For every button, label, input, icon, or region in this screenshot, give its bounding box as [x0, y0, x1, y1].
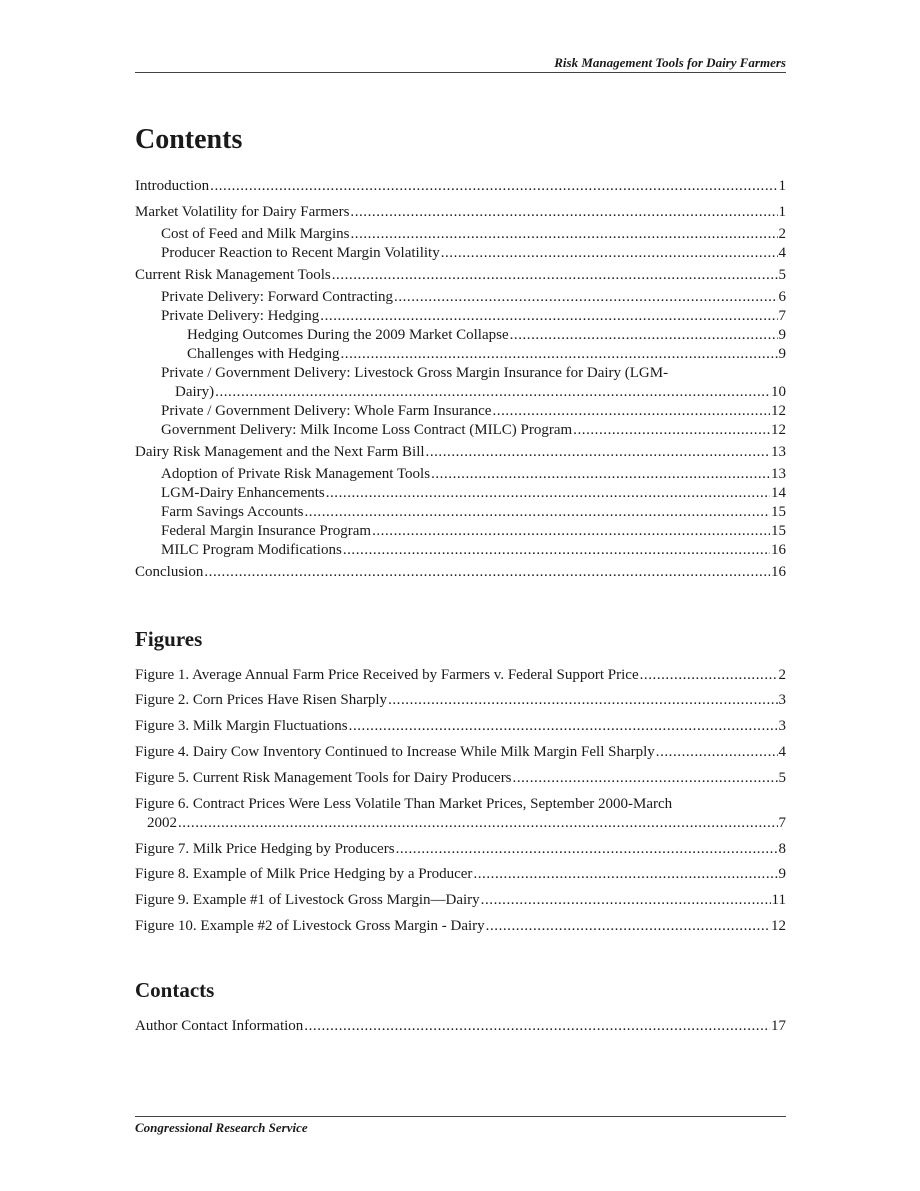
- figure-entry[interactable]: Figure 5. Current Risk Management Tools for Dairy Producers . . . 5: [135, 769, 786, 787]
- figures-heading: Figures: [135, 627, 203, 651]
- toc-entry[interactable]: Hedging Outcomes During the 2009 Market Collapse . . . 9: [135, 326, 786, 344]
- toc-entry-line1[interactable]: Private / Government Delivery: Livestock Gross Margin Insurance for Dairy (LGM-: [161, 365, 669, 381]
- toc-entry[interactable]: Private / Government Delivery: Whole Farm Insurance . . . 12: [135, 402, 786, 420]
- toc-entry[interactable]: MILC Program Modifications . . . 16: [135, 541, 786, 559]
- figure-entry[interactable]: Figure 8. Example of Milk Price Hedging by a Producer . . . 9: [135, 865, 786, 883]
- figure-entry-line1[interactable]: Figure 6. Contract Prices Were Less Volatile Than Market Prices, September 2000-March: [135, 796, 673, 812]
- contents-heading: Contents: [135, 124, 243, 155]
- toc-entry[interactable]: Current Risk Management Tools . . . 5: [135, 266, 786, 284]
- figure-entry[interactable]: Figure 7. Milk Price Hedging by Producers . . . 8: [135, 840, 786, 858]
- figure-entry[interactable]: Figure 9. Example #1 of Livestock Gross Margin—Dairy . . . 11: [135, 891, 786, 909]
- header-divider: [135, 72, 786, 73]
- toc-entry[interactable]: Private Delivery: Forward Contracting . . . 6: [135, 288, 786, 306]
- toc-entry[interactable]: Farm Savings Accounts . . . 15: [135, 503, 786, 521]
- toc-entry[interactable]: Federal Margin Insurance Program . . . 15: [135, 522, 786, 540]
- figure-entry[interactable]: Figure 2. Corn Prices Have Risen Sharply . . . 3: [135, 691, 786, 709]
- toc-entry[interactable]: Conclusion . . . 16: [135, 563, 786, 581]
- toc-entry[interactable]: LGM-Dairy Enhancements . . . 14: [135, 484, 786, 502]
- toc-entry[interactable]: Cost of Feed and Milk Margins . . . 2: [135, 225, 786, 243]
- toc-entry[interactable]: Challenges with Hedging . . . 9: [135, 345, 786, 363]
- figure-entry[interactable]: Figure 4. Dairy Cow Inventory Continued to Increase While Milk Margin Fell Sharply . . . 4: [135, 743, 786, 761]
- toc-entry[interactable]: Private Delivery: Hedging . . . 7: [135, 307, 786, 325]
- toc-entry[interactable]: Dairy) . . . 10: [135, 383, 786, 401]
- contacts-heading: Contacts: [135, 978, 215, 1002]
- figure-entry[interactable]: Figure 3. Milk Margin Fluctuations . . . 3: [135, 717, 786, 735]
- toc-entry[interactable]: Producer Reaction to Recent Margin Volatility . . . 4: [135, 244, 786, 262]
- toc-entry[interactable]: Market Volatility for Dairy Farmers . . . 1: [135, 203, 786, 221]
- footer-divider: [135, 1116, 786, 1117]
- running-footer: Congressional Research Service: [135, 1120, 308, 1135]
- running-header: Risk Management Tools for Dairy Farmers: [554, 55, 786, 70]
- toc-entry[interactable]: Government Delivery: Milk Income Loss Contract (MILC) Program . . . 12: [135, 421, 786, 439]
- toc-entry[interactable]: Adoption of Private Risk Management Tools . . . 13: [135, 465, 786, 483]
- toc-entry[interactable]: Dairy Risk Management and the Next Farm Bill . . . 13: [135, 443, 786, 461]
- toc-entry[interactable]: Introduction . . . 1: [135, 177, 786, 195]
- contact-entry[interactable]: Author Contact Information . . . 17: [135, 1017, 786, 1035]
- figure-entry[interactable]: Figure 10. Example #2 of Livestock Gross Margin - Dairy . . . 12: [135, 917, 786, 935]
- figure-entry[interactable]: 2002 . . . 7: [135, 814, 786, 832]
- figure-entry[interactable]: Figure 1. Average Annual Farm Price Received by Farmers v. Federal Support Price . . . 2: [135, 666, 786, 684]
